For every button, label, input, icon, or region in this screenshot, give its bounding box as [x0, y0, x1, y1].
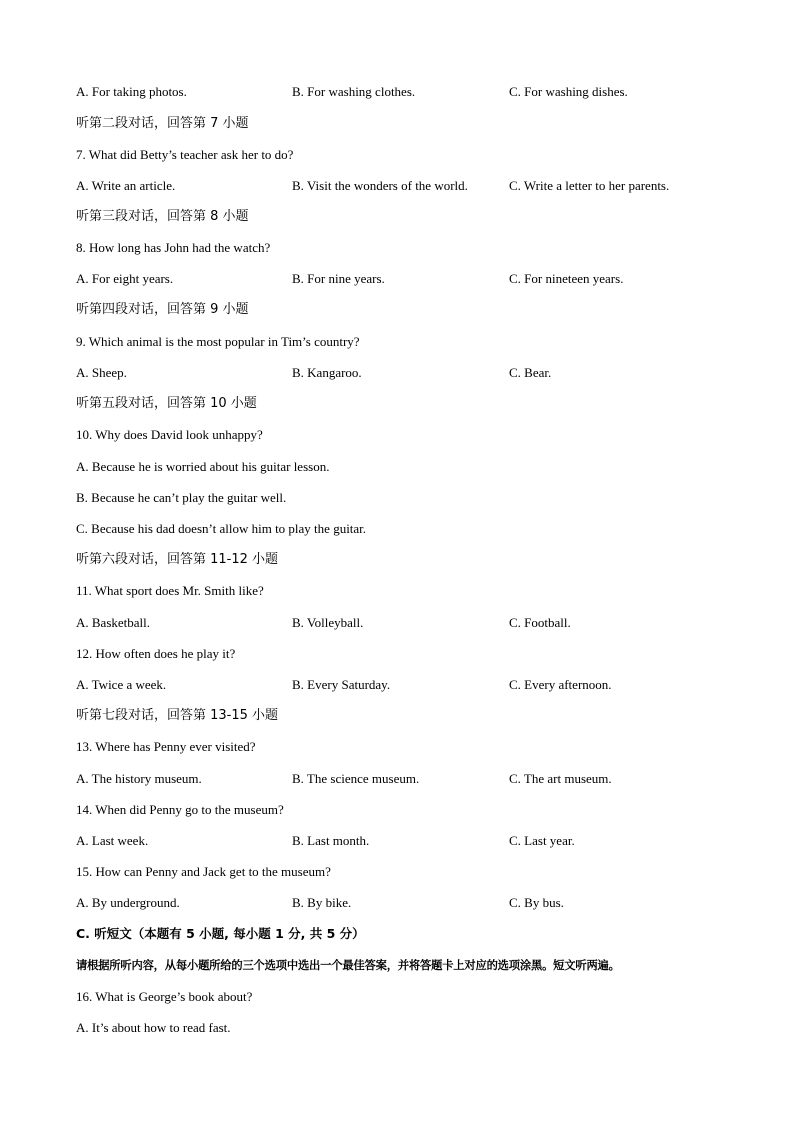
q10-question: 10. Why does David look unhappy?: [76, 427, 263, 442]
q8-question: 8. How long has John had the watch?: [76, 240, 271, 255]
q14-option-b: B. Last month.: [292, 833, 370, 848]
q9-option-b: B. Kangaroo.: [292, 365, 362, 380]
q13-question: 13. Where has Penny ever visited?: [76, 739, 256, 754]
q6-option-a: A. For taking photos.: [76, 84, 187, 99]
q13-option-c: C. The art museum.: [509, 771, 612, 786]
q16-question: 16. What is George’s book about?: [76, 989, 253, 1004]
q14-option-c: C. Last year.: [509, 833, 575, 848]
q9-question: 9. Which animal is the most popular in Tim’s country?: [76, 334, 360, 349]
part-c-heading: C. 听短文（本题有 5 小题, 每小题 1 分, 共 5 分）: [76, 926, 365, 941]
q7-question: 7. What did Betty’s teacher ask her to do?: [76, 147, 294, 162]
q8-option-c: C. For nineteen years.: [509, 271, 624, 286]
q6-options: [0, 84, 794, 100]
q11-option-b: B. Volleyball.: [292, 615, 364, 630]
q11-option-a: A. Basketball.: [76, 615, 151, 630]
q12-option-c: C. Every afternoon.: [509, 677, 612, 692]
q6-option-b: B. For washing clothes.: [292, 84, 416, 99]
q11-options: [0, 615, 794, 631]
q15-question: 15. How can Penny and Jack get to the museum?: [76, 864, 331, 879]
q16-option-a: A. It’s about how to read fast.: [76, 1020, 231, 1035]
q14-question: 14. When did Penny go to the museum?: [76, 802, 284, 817]
q8-options: [0, 271, 794, 287]
q7-option-a: A. Write an article.: [76, 178, 176, 193]
q14-option-a: A. Last week.: [76, 833, 149, 848]
q9-option-c: C. Bear.: [509, 365, 552, 380]
q14-options: [0, 833, 794, 849]
section-6-heading: 听第六段对话，回答第 11-12 小题: [76, 552, 279, 567]
section-7-heading: 听第七段对话，回答第 13-15 小题: [76, 708, 279, 723]
q10-option-c: C. Because his dad doesn’t allow him to play the guitar.: [76, 521, 367, 536]
q7-option-b: B. Visit the wonders of the world.: [292, 178, 468, 193]
section-4-heading: 听第四段对话，回答第 9 小题: [76, 302, 249, 317]
q12-option-b: B. Every Saturday.: [292, 677, 391, 692]
q13-option-b: B. The science museum.: [292, 771, 420, 786]
q12-option-a: A. Twice a week.: [76, 677, 167, 692]
q10-option-a: A. Because he is worried about his guitar lesson.: [76, 459, 330, 474]
q8-option-a: A. For eight years.: [76, 271, 174, 286]
q10-option-b: B. Because he can’t play the guitar well.: [76, 490, 287, 505]
q15-options: [0, 895, 794, 911]
q9-options: [0, 365, 794, 381]
q12-options: [0, 677, 794, 693]
q9-option-a: A. Sheep.: [76, 365, 127, 380]
q7-option-c: C. Write a letter to her parents.: [509, 178, 670, 193]
q12-question: 12. How often does he play it?: [76, 646, 236, 661]
q13-option-a: A. The history museum.: [76, 771, 202, 786]
q8-option-b: B. For nine years.: [292, 271, 385, 286]
q15-option-a: A. By underground.: [76, 895, 180, 910]
q7-options: [0, 178, 794, 194]
q11-option-c: C. Football.: [509, 615, 571, 630]
q13-options: [0, 771, 794, 787]
q15-option-b: B. By bike.: [292, 895, 352, 910]
q15-option-c: C. By bus.: [509, 895, 564, 910]
section-5-heading: 听第五段对话，回答第 10 小题: [76, 396, 257, 411]
q6-option-c: C. For washing dishes.: [509, 84, 628, 99]
section-2-heading: 听第二段对话，回答第 7 小题: [76, 116, 249, 131]
q11-question: 11. What sport does Mr. Smith like?: [76, 583, 264, 598]
section-3-heading: 听第三段对话，回答第 8 小题: [76, 209, 249, 224]
part-c-instruction: 请根据所听内容，从每小题所给的三个选项中选出一个最佳答案，并将答题卡上对应的选项涂黑。短文听两遍。: [76, 959, 620, 972]
